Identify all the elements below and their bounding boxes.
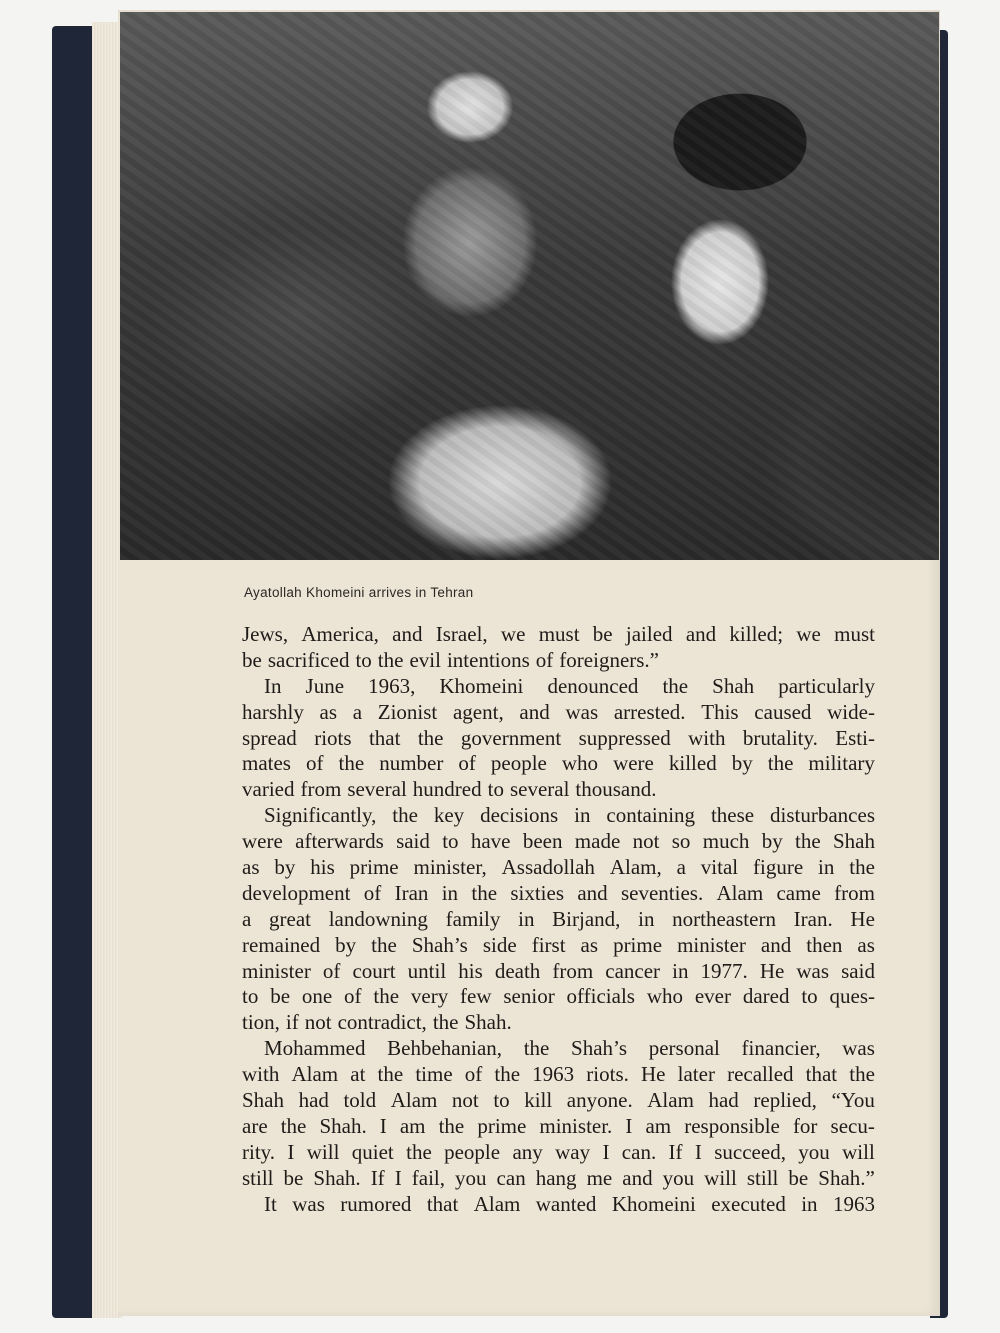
text-line: still be Shah. If I fail, you can hang me and you will still be Shah.”	[242, 1165, 875, 1190]
text-line: development of Iran in the sixties and seventies. Alam came from	[242, 880, 875, 905]
body-text	[242, 622, 875, 1217]
text-line: minister of court until his death from cancer in 1977. He was said	[242, 958, 875, 983]
text-line: harshly as a Zionist agent, and was arrested. This caused wide-	[242, 699, 875, 724]
text-line: mates of the number of people who were killed by the military	[242, 751, 875, 776]
text-line: be sacrificed to the evil intentions of foreigners.”	[242, 647, 659, 672]
photograph-texture	[120, 12, 939, 560]
text-line: spread riots that the government suppressed with brutality. Esti-	[242, 725, 875, 750]
text-line: rity. I will quiet the people any way I can. If I succeed, you will	[242, 1139, 875, 1164]
text-line: In June 1963, Khomeini denounced the Shah particularly	[264, 673, 875, 698]
text-line: Jews, America, and Israel, we must be jailed and killed; we must	[242, 622, 875, 646]
text-line: were afterwards said to have been made not so much by the Shah	[242, 829, 875, 854]
text-line: to be one of the very few senior officials who ever dared to ques-	[242, 984, 875, 1009]
text-line: are the Shah. I am the prime minister. I am responsible for secu-	[242, 1113, 875, 1138]
text-line: Mohammed Behbehanian, the Shah’s personal financier, was	[264, 1036, 875, 1061]
photo-caption: Ayatollah Khomeini arrives in Tehran	[244, 585, 474, 600]
text-line: Significantly, the key decisions in containing these disturbances	[264, 803, 875, 828]
text-line: It was rumored that Alam wanted Khomeini executed in 1963	[264, 1191, 875, 1216]
photograph	[120, 12, 939, 560]
text-line: Shah had told Alam not to kill anyone. Alam had replied, “You	[242, 1088, 875, 1113]
text-line: remained by the Shah’s side first as prime minister and then as	[242, 932, 875, 957]
text-line: tion, if not contradict, the Shah.	[242, 1010, 512, 1035]
text-line: a great landowning family in Birjand, in northeastern Iran. He	[242, 906, 875, 931]
text-line: varied from several hundred to several thousand.	[242, 777, 657, 802]
text-line: as by his prime minister, Assadollah Alam, a vital figure in the	[242, 855, 875, 880]
text-line: with Alam at the time of the 1963 riots. He later recalled that the	[242, 1062, 875, 1087]
